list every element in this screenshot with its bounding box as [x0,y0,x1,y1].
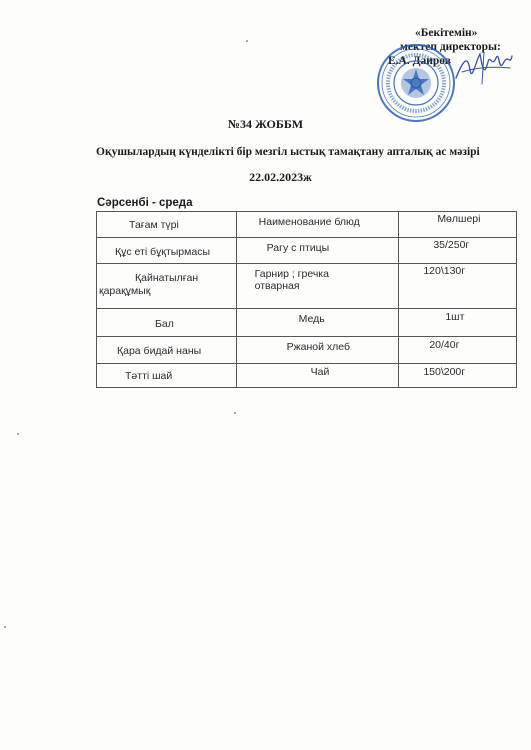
official-seal-icon [376,43,456,123]
table-row [97,364,517,388]
approval-line-position: мектеп директоры: [400,41,501,53]
approval-line-director-name: Е.А. Даиров [388,55,451,67]
cell-quantity: 1шт [399,309,517,337]
school-name: №34 ЖОББМ [227,117,304,131]
cell-dish-kz: Қайнатылған қарақұмық [97,264,237,309]
cell-dish-ru: Чай [236,364,399,388]
table-row [97,309,517,337]
table-row [97,337,517,364]
scan-speck [17,433,19,435]
cell-dish-ru: Гарнир ; гречка отварная [236,264,399,309]
document-date: 22.02.2023ж [249,170,312,184]
cell-dish-ru: Рагу с птицы [236,238,399,264]
header-cell-dish-type-kz: Тағам түрі [97,212,237,238]
cell-dish-kz: Құс еті бұқтырмасы [97,238,237,264]
cell-quantity: 20/40г [399,337,517,364]
scan-speck [234,412,236,414]
table-header-row [97,212,517,238]
cell-dish-ru: Медь [236,309,399,337]
approval-line-approve: «Бекітемін» [415,27,478,39]
scan-speck [246,40,248,42]
weekday-label: Сәрсенбі - среда [97,197,193,209]
cell-quantity: 35/250г [399,238,517,264]
cell-quantity: 150\200г [399,364,517,388]
cell-dish-ru: Ржаной хлеб [236,337,399,364]
document-title: Оқушылардың күнделікті бір мезгіл ыстық тамақтану апталық ас мәзірі [96,146,480,158]
scan-speck [4,626,6,628]
table-row [97,264,517,309]
cell-dish-kz: Қара бидай наны [97,337,237,364]
cell-quantity: 120\130г [399,264,517,309]
header-cell-dish-name-ru: Наименование блюд [236,212,399,238]
header-cell-quantity: Мөлшері [399,212,517,238]
director-signature-icon [454,48,514,88]
menu-table [96,211,517,388]
cell-dish-kz: Бал [97,309,237,337]
table-row [97,238,517,264]
cell-dish-kz: Тәтті шай [97,364,237,388]
